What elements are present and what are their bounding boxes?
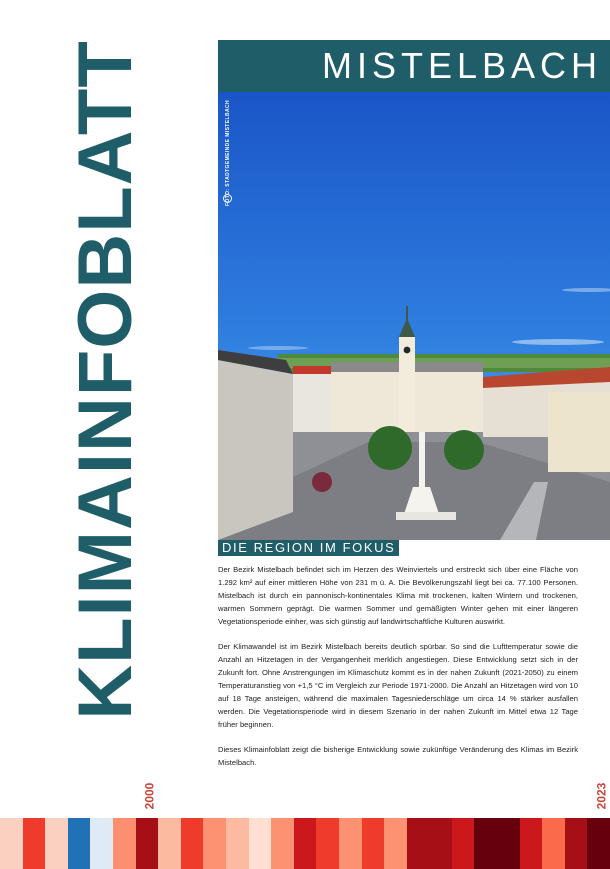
climate-stripe (158, 818, 181, 869)
climate-stripe (587, 818, 610, 869)
climate-stripe (90, 818, 113, 869)
year-start-text: 2000 (141, 782, 156, 810)
climate-stripe (294, 818, 317, 869)
climate-stripe (362, 818, 385, 869)
climate-stripes (0, 818, 610, 869)
climate-stripe (339, 818, 362, 869)
paragraph-3: Dieses Klimainfoblatt zeigt die bisherige Entwicklung sowie zukünftige Veränderung des Klimas im Bezirk Mistelbach. (218, 745, 578, 767)
climate-stripe (497, 818, 520, 869)
climate-stripe (136, 818, 159, 869)
climate-stripe (271, 818, 294, 869)
climate-stripe (203, 818, 226, 869)
paragraph-2: Der Klimawandel ist im Bezirk Mistelbach bereits deutlich spürbar. So sind die Lufttemperatur sowie die Anzahl an Hitzetagen in der Vergangenheit merklich angestiegen. Diese Entwicklung setzt sich in der Zukunft fort. Ohne Anstrengungen im Klimaschutz kommt es in der nahen Zukunft (2021-2050) zu einem Temperaturanstieg von +1,5 °C im Vergleich zur Periode 1971-2000. Die Anzahl an Hitzetagen wird von 10 auf 18 Tage ansteigen, während die maximalen Tagesniederschläge um circa 14 % stärker ausfallen werden. Die Vegetationsperiode wird in diesem Szenario in der nahen Zukunft im Mittel etwa 12 Tage früher beginnen. (218, 642, 578, 729)
climate-stripe (565, 818, 588, 869)
photo-credit (222, 100, 234, 206)
year-start-label (119, 782, 179, 810)
climate-stripe (474, 818, 497, 869)
climate-stripe (226, 818, 249, 869)
town-photo (218, 92, 610, 540)
vertical-title-text: KLIMAINFOBLATT (63, 40, 148, 720)
paragraph-1: Der Bezirk Mistelbach befindet sich im Herzen des Weinviertels und erstreckt sich über eine Fläche von 1.292 km² auf einer mittleren Höhe von 231 m ü. A. Die Bevölkerungszahl liegt bei ca. 77.100 Personen. Mistelbach ist durch ein pannonisch-kontinentales Klima mit trockenen, kalten Wintern und trockenen, warmen Sommern geprägt. Die warmen Sommer und gemäßigten Winter gehen mit einer längeren Vegetationsperiode einher, was sich günstig auf landwirtschaftliche Kulturen auswirkt. (218, 565, 578, 626)
climate-stripe (23, 818, 46, 869)
climate-stripe (316, 818, 339, 869)
climate-stripe (181, 818, 204, 869)
body-text (218, 563, 578, 781)
climate-stripe (384, 818, 407, 869)
vertical-title (56, 40, 156, 720)
section-heading: DIE REGION IM FOKUS (218, 540, 399, 556)
climate-stripe (542, 818, 565, 869)
year-end-label (571, 782, 610, 810)
climate-stripe (68, 818, 91, 869)
climate-stripe (113, 818, 136, 869)
climate-stripe (429, 818, 452, 869)
climate-stripe (407, 818, 430, 869)
photo-credit-text: FOTO: STADTGEMEINDE MISTELBACH (225, 100, 232, 206)
climate-stripe (45, 818, 68, 869)
page-title: MISTELBACH (218, 40, 610, 92)
year-end-text: 2023 (593, 782, 608, 810)
climate-stripe (520, 818, 543, 869)
climate-stripe (452, 818, 475, 869)
climate-stripe (0, 818, 23, 869)
climate-stripe (249, 818, 272, 869)
